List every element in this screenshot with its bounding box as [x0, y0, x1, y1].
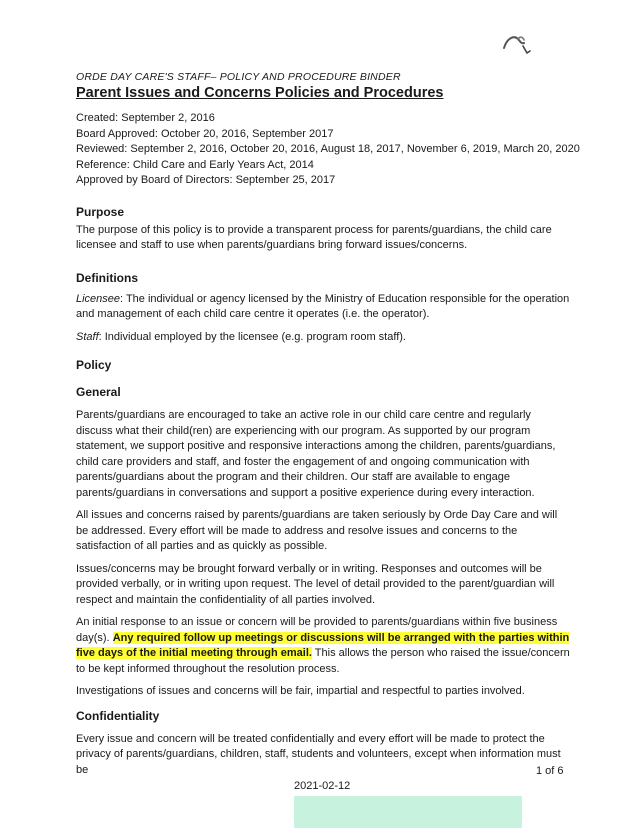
binder-title: ORDE DAY CARE'S STAFF– POLICY AND PROCEDURE BINDER: [76, 71, 401, 83]
highlighted-follow-up-text: Any required follow up meetings or discussions will be arranged with the parties within five days of the initial meeting through email.: [76, 631, 570, 659]
definition-licensee: [76, 292, 570, 323]
confidentiality-heading: Confidentiality: [76, 708, 160, 723]
general-heading: General: [76, 385, 121, 399]
licensee-definition: : The individual or agency licensed by the Ministry of Education responsible for the operation and management of each child care centre it operates (i.e. the operator).: [76, 292, 570, 320]
reference: Reference: Child Care and Early Years Act, 2014: [76, 158, 314, 171]
document-meta: [76, 111, 580, 189]
definition-staff: [76, 330, 570, 346]
purpose-text: The purpose of this policy is to provide a transparent process for parents/guardians, the child care licensee and staff to use when parents/guardians bring forward issues/concerns.: [76, 223, 552, 251]
document-body: [76, 111, 580, 785]
footer-highlight-box: [294, 796, 522, 828]
general-paragraph-1: Parents/guardians are encouraged to take an active role in our child care centre and regularly discuss what their child(ren) are experiencing with our program. As supported by our program statement, we support positive and responsive interactions among the children, parents/guardians, child care providers and staff, and foster the engagement of and ongoing communication with parents/guardians about the program and their children. Our staff are available to engage parents/guardians in conversations and support a positive experience during every interaction.: [76, 409, 556, 499]
created-date: Created: September 2, 2016: [76, 112, 215, 124]
confidentiality-text: Every issue and concern will be treated confidentially and every effort will be made to protect the privacy of parents/guardians, children, staff, students and volunteers, except when information must be: [76, 732, 561, 776]
purpose-heading: Purpose: [76, 204, 125, 219]
licensee-term: Licensee: [76, 292, 121, 305]
general-paragraph-2: All issues and concerns raised by parents/guardians are taken seriously by Orde Day Care and will be addressed. Every effort will be made to address and resolve issues and concerns to the satisfaction of all parties and as quickly as possible.: [76, 509, 558, 552]
general-paragraph-4: [76, 615, 570, 677]
staff-term: Staff: [76, 330, 99, 343]
reviewed-dates: Reviewed: September 2, 2016, October 20, 2016, August 18, 2017, November 6, 2019, March 20, 2020: [76, 143, 580, 155]
staff-definition: : Individual employed by the licensee (e.g. program room staff).: [98, 330, 406, 343]
approved-date: Approved by Board of Directors: September 25, 2017: [76, 174, 336, 186]
page-title: Parent Issues and Concerns Policies and Procedures: [76, 85, 444, 101]
general-paragraph-3: Issues/concerns may be brought forward verbally or in writing. Responses and outcomes will be provided verbally, or in writing upon request. The level of detail provided to the parent/guardian will respect and maintain the confidentiality of all parties involved.: [76, 562, 555, 606]
general-paragraph-5: Investigations of issues and concerns will be fair, impartial and respectful to parties involved.: [76, 685, 525, 697]
response-timeline-text: An initial response to an issue or concern will be provided to parents/guardians within five business day(s).: [76, 616, 558, 644]
resolution-process-text: This allows the person who raised the issue/concern to be kept informed throughout the resolution process.: [76, 647, 570, 675]
policy-heading: Policy: [76, 358, 112, 372]
board-approved-date: Board Approved: October 20, 2016, September 2017: [76, 127, 334, 140]
footer-date: 2021-02-12: [294, 780, 351, 792]
definitions-heading: Definitions: [76, 270, 138, 285]
page-number: 1 of 6: [536, 765, 564, 777]
bird-logo-icon: [502, 32, 532, 58]
